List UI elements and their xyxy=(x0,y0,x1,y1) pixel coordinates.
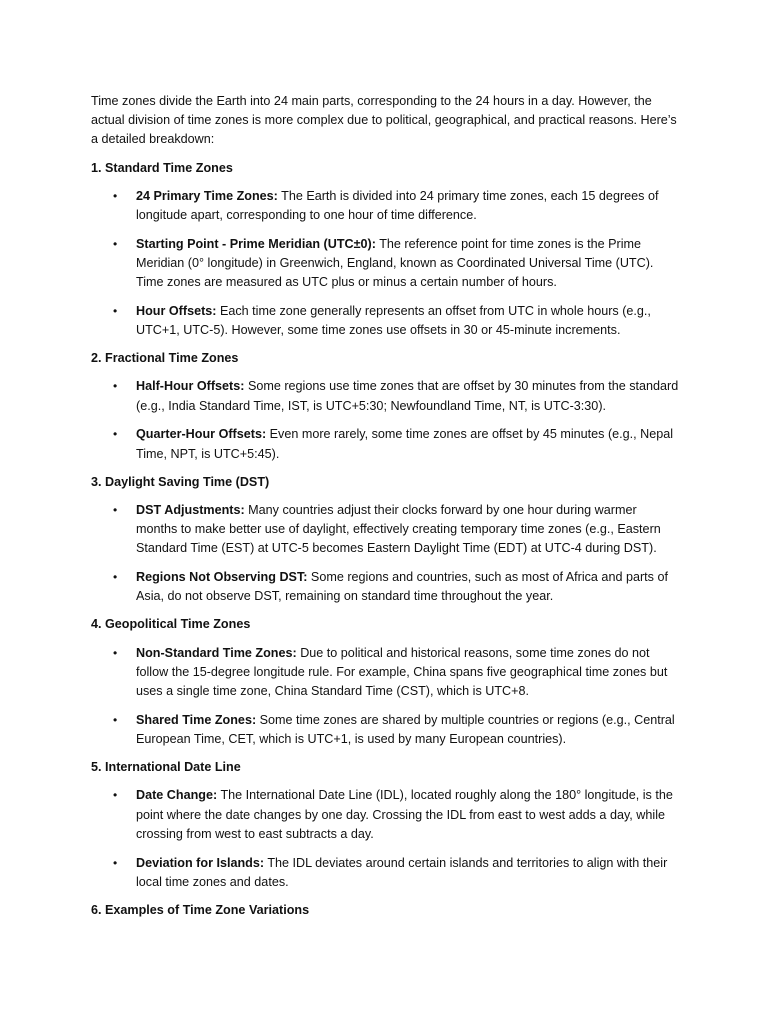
item-text: Many countries adjust their clocks forward by one hour during warmer months to make better use of daylight, effectively creating temporary time zones (e.g., Eastern Standard Time (EST) at UTC-5 becomes Eastern Daylight Time (EDT) at UTC-4 during DST). xyxy=(136,502,661,556)
item-term: Shared Time Zones: xyxy=(136,712,257,727)
item-term: DST Adjustments: xyxy=(136,502,245,517)
section-heading: 4. Geopolitical Time Zones xyxy=(91,617,251,632)
bullet-icon: • xyxy=(113,570,118,585)
item-text: The IDL deviates around certain islands and territories to align with their local time zones and dates. xyxy=(136,855,668,889)
document-page xyxy=(91,92,681,929)
item-text: Even more rarely, some time zones are offset by 45 minutes (e.g., Nepal Time, NPT, is UTC+5:45). xyxy=(136,427,674,461)
bullet-icon: • xyxy=(113,303,118,318)
item-term: 24 Primary Time Zones: xyxy=(136,188,278,203)
item-text: Due to political and historical reasons, some time zones do not follow the 15-degree longitude rule. For example, China spans five geographical time zones but uses a single time zone, China Standard Time (CST), which is UTC+8. xyxy=(136,645,668,699)
list-item xyxy=(91,786,681,844)
item-term: Hour Offsets: xyxy=(136,303,217,318)
bullet-list xyxy=(91,644,681,750)
bullet-list xyxy=(91,786,681,892)
list-item xyxy=(91,501,681,559)
item-term: Regions Not Observing DST: xyxy=(136,570,308,585)
bullet-icon: • xyxy=(113,236,118,251)
list-item xyxy=(91,377,681,415)
item-term: Deviation for Islands: xyxy=(136,855,265,870)
bullet-list xyxy=(91,501,681,607)
item-text: Some time zones are shared by multiple countries or regions (e.g., Central European Time, CET, which is UTC+1, is used by many European countries). xyxy=(136,712,675,746)
item-text: The International Date Line (IDL), located roughly along the 180° longitude, is the point where the date changes by one day. Crossing the IDL from east to west adds a day, while crossing from west to east subtracts a day. xyxy=(136,788,673,841)
section-heading: 6. Examples of Time Zone Variations xyxy=(91,902,310,917)
list-item xyxy=(91,568,681,606)
bullet-icon: • xyxy=(113,502,118,517)
item-term: Quarter-Hour Offsets: xyxy=(136,427,267,442)
section-heading: 3. Daylight Saving Time (DST) xyxy=(91,474,270,489)
item-term: Non-Standard Time Zones: xyxy=(136,645,297,660)
bullet-list xyxy=(91,187,681,340)
list-item xyxy=(91,302,681,340)
section-heading: 1. Standard Time Zones xyxy=(91,160,233,175)
list-item xyxy=(91,854,681,892)
section-heading: 5. International Date Line xyxy=(91,760,241,775)
item-text: Each time zone generally represents an offset from UTC in whole hours (e.g., UTC+1, UTC-5). However, some time zones use offsets in 30 or 45-minute increments. xyxy=(136,303,651,338)
list-item xyxy=(91,425,681,463)
bullet-icon: • xyxy=(113,645,118,660)
list-item xyxy=(91,187,681,225)
list-item xyxy=(91,235,681,293)
sections-container xyxy=(91,159,681,921)
bullet-icon: • xyxy=(113,712,118,727)
item-text: The Earth is divided into 24 primary time zones, each 15 degrees of longitude apart, corresponding to one hour of time difference. xyxy=(136,188,659,223)
intro-paragraph: Time zones divide the Earth into 24 main parts, corresponding to the 24 hours in a day. However, the actual division of time zones is more complex due to political, geographical, and practical reasons. Here’s a detailed breakdown: xyxy=(91,94,677,147)
bullet-icon: • xyxy=(113,188,118,203)
item-term: Half-Hour Offsets: xyxy=(136,379,245,394)
bullet-list xyxy=(91,377,681,463)
item-text: The reference point for time zones is the Prime Meridian (0° longitude) in Greenwich, England, known as Coordinated Universal Time (UTC). Time zones are measured as UTC plus or minus a certain number of hours. xyxy=(136,236,654,290)
item-text: Some regions use time zones that are offset by 30 minutes from the standard (e.g., India Standard Time, IST, is UTC+5:30; Newfoundland Time, NT, is UTC-3:30). xyxy=(136,379,679,413)
item-term: Starting Point - Prime Meridian (UTC±0): xyxy=(136,236,376,251)
item-term: Date Change: xyxy=(136,788,218,803)
section-heading: 2. Fractional Time Zones xyxy=(91,351,239,366)
bullet-icon: • xyxy=(113,427,118,442)
bullet-icon: • xyxy=(113,379,118,394)
list-item xyxy=(91,711,681,749)
bullet-icon: • xyxy=(113,788,118,803)
item-text: Some regions and countries, such as most of Africa and parts of Asia, do not observe DST, remaining on standard time throughout the year. xyxy=(136,570,668,604)
list-item xyxy=(91,644,681,702)
bullet-icon: • xyxy=(113,855,118,870)
